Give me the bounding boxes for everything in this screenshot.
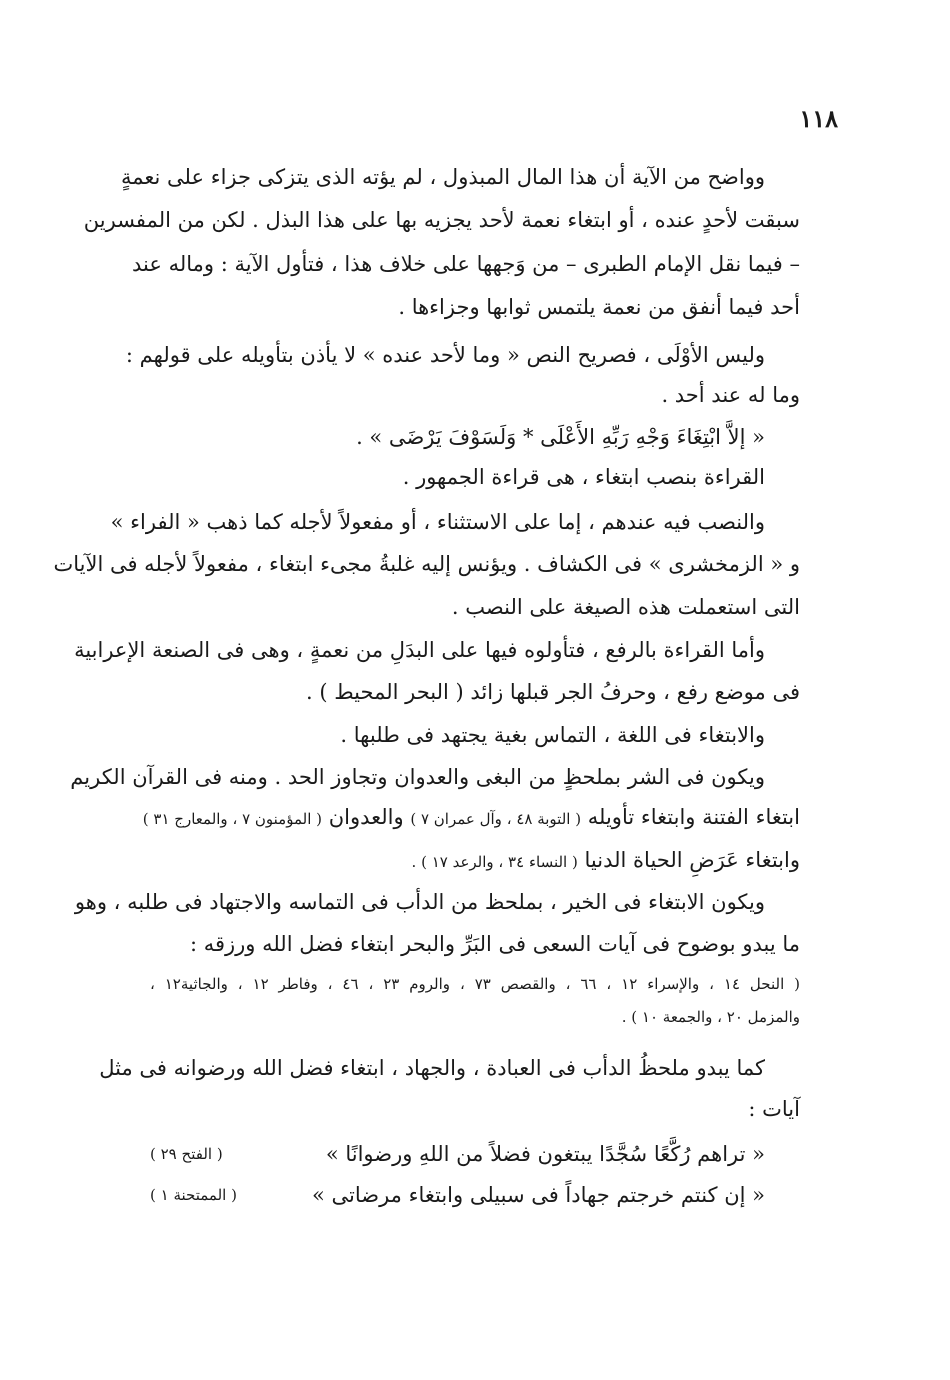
text-line: التى استعملت هذه الصيغة على النصب .: [451, 595, 800, 619]
verse-reference: ( المؤمنون ٧ ، والمعارج ٣١ ): [142, 810, 322, 828]
text-line: ويكون الابتغاء فى الخير ، بملحظ من الدأب فى التماسه والاجتهاد فى طلبه ، وهو: [74, 890, 765, 914]
footnote-line: ( النحل ١٤ ، والإسراء ١٢ ، ٦٦ ، والقصص ٧٣ ، والروم ٢٣ ، ٤٦ ، وفاطر ١٢ ، والجاثية١٢ ،: [150, 975, 800, 993]
text-segment: والعدوان: [328, 805, 404, 829]
text-line: والابتغاء فى اللغة ، التماس بغية يجتهد فى طلبها .: [340, 723, 765, 747]
text-line: وأما القراءة بالرفع ، فتأولوه فيها على البدَلِ من نعمةٍ ، وهى فى الصنعة الإعرابية: [74, 638, 765, 662]
text-line: القراءة بنصب ابتغاء ، هى قراءة الجمهور .: [402, 465, 765, 489]
text-line: – فيما نقل الإمام الطبرى – من وَجهها على خلاف هذا ، فتأول الآية : وماله عند: [132, 252, 800, 276]
verse-reference: ( الفتح ٢٩ ): [150, 1145, 223, 1163]
text-line: أحد فيما أنفق من نعمة يلتمس ثوابها وجزاءها .: [398, 295, 800, 319]
text-line: آيات :: [748, 1097, 800, 1121]
quote-text: « تراهم رُكَّعًا سُجَّدًا يبتغون فضلاً من اللهِ ورضوانًا »: [325, 1142, 765, 1166]
page-number: ١١٨: [799, 104, 838, 133]
footnote-line: والمزمل ٢٠ ، والجمعة ١٠ ) .: [621, 1008, 800, 1026]
text-line-with-refs: [142, 803, 800, 833]
text-segment: وابتغاء عَرَضِ الحياة الدنيا: [584, 848, 800, 872]
verse-reference: ( النساء ٣٤ ، والرعد ١٧ ) .: [411, 853, 578, 871]
text-line: سبقت لأحدٍ عنده ، أو ابتغاء نعمة لأحد يجزيه بها على هذا البذل . لكن من المفسرين: [83, 208, 800, 232]
quran-verse: « إلاَّ ابْتِغَاءَ وَجْهِ رَبِّهِ الأَعْلَى ‌‌‌‌‌‌‌‌‌‌‌‌‌‌‌* وَلَسَوْفَ يَرْضَى » .: [356, 425, 765, 449]
text-segment: ابتغاء الفتنة وابتغاء تأويله: [587, 805, 800, 829]
verse-reference: ( الممتحنة ١ ): [150, 1186, 237, 1204]
verse-reference: ( التوبة ٤٨ ، وآل عمران ٧ ): [410, 810, 582, 828]
quran-quote: [150, 1140, 765, 1168]
text-line: ويكون فى الشر بملحظٍ من البغى والعدوان وتجاوز الحد . ومنه فى القرآن الكريم: [70, 765, 765, 789]
quote-text: « إن كنتم خرجتم جهاداً فى سبيلى وابتغاء مرضاتى »: [311, 1183, 765, 1207]
text-line: وواضح من الآية أن هذا المال المبذول ، لم يؤته الذى يتزكى جزاء على نعمةٍ: [120, 165, 765, 189]
text-line: كما يبدو ملحظُ الدأب فى العبادة ، والجهاد ، ابتغاء فضل الله ورضوانه فى مثل: [99, 1056, 765, 1080]
text-line: ما يبدو بوضوح فى آيات السعى فى البَرِّ والبحر ابتغاء فضل الله ورزقه :: [189, 932, 800, 956]
text-line-with-refs: [150, 846, 800, 876]
text-line: فى موضع رفع ، وحرفُ الجر قبلها زائد ( البحر المحيط ) .: [306, 680, 800, 704]
text-line: وما له عند أحد .: [661, 383, 800, 407]
text-line: والنصب فيه عندهم ، إما على الاستثناء ، أو مفعولاً لأجله كما ذهب « الفراء »: [110, 510, 765, 534]
text-line: و « الزمخشرى » فى الكشاف . ويؤنس إليه غلبةُ مجىء ابتغاء ، مفعولاً لأجله فى الآيات: [53, 552, 800, 576]
quran-quote: [150, 1181, 765, 1209]
text-line: وليس الأوْلَى ، فصريح النص « وما لأحد عنده » لا يأذن بتأويله على قولهم :: [125, 343, 765, 367]
